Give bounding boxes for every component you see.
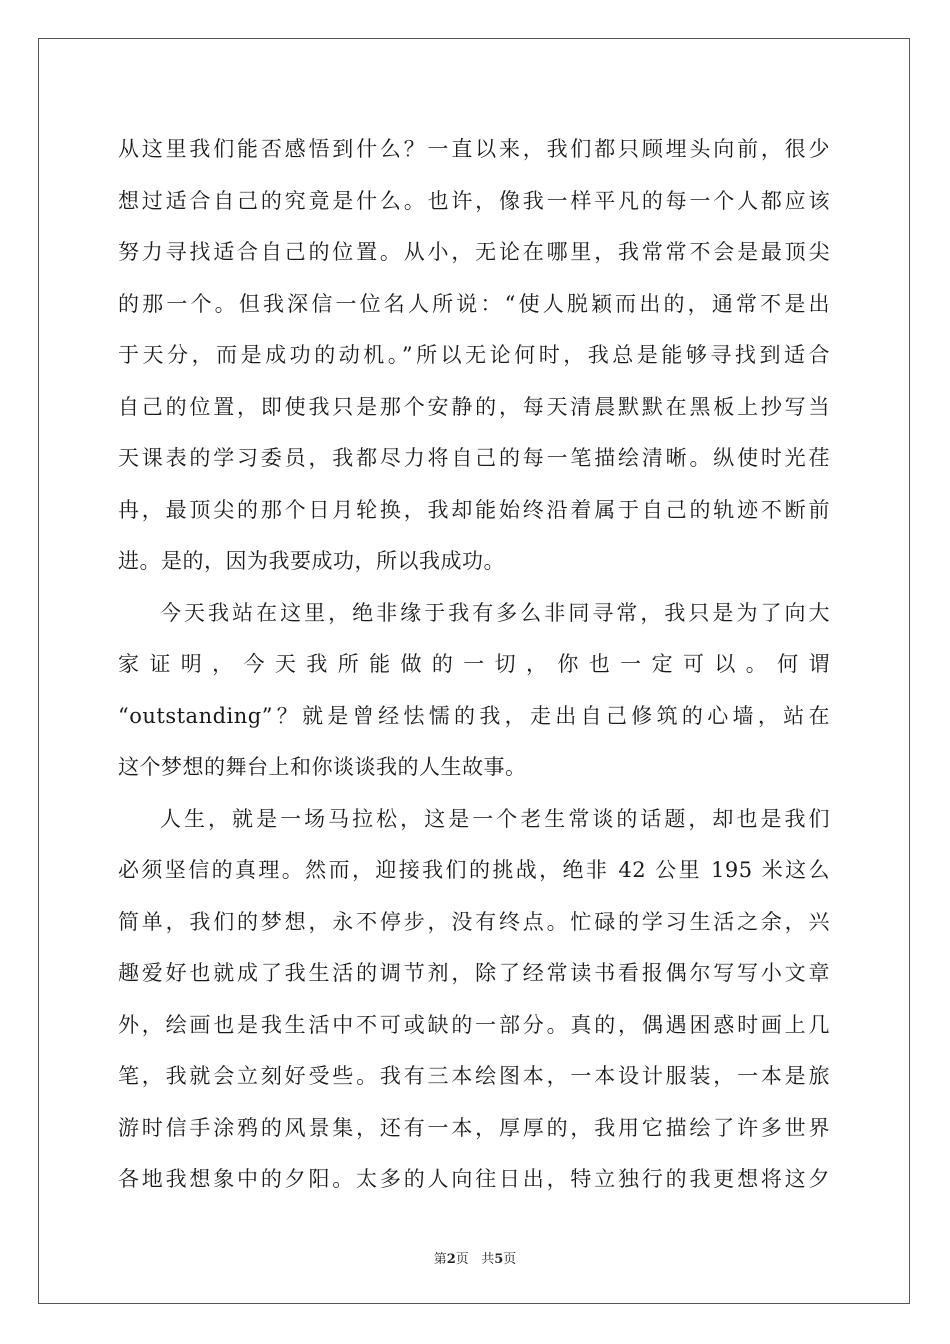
text-line: 必须坚信的真理。然而，迎接我们的挑战，绝非 42 公里 195 米这么	[118, 858, 830, 882]
text-line: 趣爱好也就成了我生活的调节剂，除了经常读书看报偶尔写写小文章	[118, 961, 830, 985]
text-line: 的那一个。但我深信一位名人所说：“使人脱颖而出的，通常不是出	[118, 291, 830, 316]
text-line: 想过适合自己的究竟是什么。也许，像我一样平凡的每一个人都应该	[118, 188, 830, 213]
text-line: 天课表的学习委员，我都尽力将自己的每一笔描绘清晰。纵使时光荏	[118, 446, 830, 470]
footer-page-word: 页	[455, 1252, 469, 1267]
text-line: 外，绘画也是我生活中不可或缺的一部分。真的，偶遇困惑时画上几	[118, 1012, 830, 1037]
text-line: “outstanding”？就是曾经怯懦的我，走出自己修筑的心墙，站在	[118, 703, 830, 728]
text-line: 简单，我们的梦想，永不停步，没有终点。忙碌的学习生活之余，兴	[118, 909, 830, 934]
text-line: 从这里我们能否感悟到什么？一直以来，我们都只顾埋头向前，很少	[118, 137, 830, 161]
page-footer	[0, 1248, 950, 1267]
text-line: 这个梦想的舞台上和你谈谈我的人生故事。	[118, 755, 527, 779]
text-line: 游时信手涂鸦的风景集，还有一本，厚厚的，我用它描绘了许多世界	[118, 1115, 830, 1140]
text-line: 于天分，而是成功的动机。”所以无论何时，我总是能够寻找到适合	[118, 343, 830, 367]
text-line: 笔，我就会立刻好受些。我有三本绘图本，一本设计服装，一本是旅	[118, 1064, 830, 1088]
text-line: 人生，就是一场马拉松，这是一个老生常谈的话题，却也是我们	[160, 806, 830, 831]
document-body	[118, 124, 830, 1206]
current-page-number: 2	[446, 1252, 456, 1267]
text-line: 自己的位置，即使我只是那个安静的，每天清晨默默在黑板上抄写当	[118, 394, 830, 419]
footer-total-prefix: 共	[481, 1252, 495, 1267]
footer-total-suffix: 页	[503, 1252, 517, 1267]
total-pages-number: 5	[494, 1252, 504, 1267]
text-line: 进。是的，因为我要成功，所以我成功。	[118, 549, 505, 573]
text-line: 冉，最顶尖的那个日月轮换，我却能始终沿着属于自己的轨迹不断前	[118, 497, 830, 522]
footer-prefix: 第	[433, 1252, 447, 1267]
text-line: 家证明，今天我所能做的一切，你也一定可以。何谓	[118, 652, 830, 676]
text-line: 各地我想象中的夕阳。太多的人向往日出，特立独行的我更想将这夕	[118, 1167, 830, 1191]
text-line: 努力寻找适合自己的位置。从小，无论在哪里，我常常不会是最顶尖	[118, 240, 830, 264]
text-line: 今天我站在这里，绝非缘于我有多么非同寻常，我只是为了向大	[160, 600, 830, 625]
